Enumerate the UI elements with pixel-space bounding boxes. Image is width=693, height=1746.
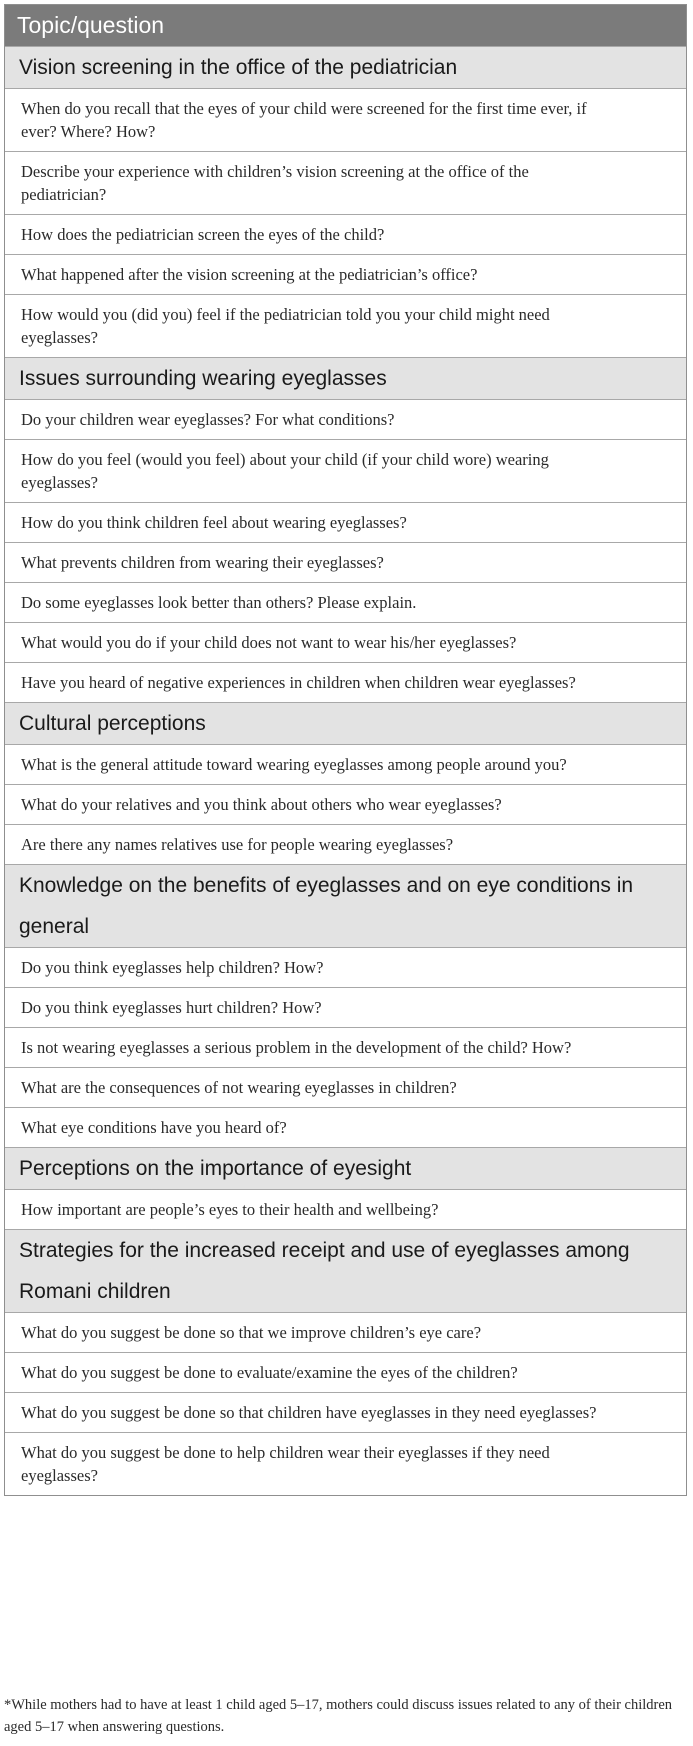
table-header: Topic/question xyxy=(5,5,686,47)
question-row: How would you (did you) feel if the pediatrician told you your child might need eyeglasses? xyxy=(5,295,686,358)
section-heading: Knowledge on the benefits of eyeglasses and on eye conditions in general xyxy=(5,865,686,948)
question-row: What do you suggest be done so that children have eyeglasses in they need eyeglasses? xyxy=(5,1393,686,1433)
question-row: What are the consequences of not wearing eyeglasses in children? xyxy=(5,1068,686,1108)
question-row: What prevents children from wearing their eyeglasses? xyxy=(5,543,686,583)
table-footnote: *While mothers had to have at least 1 child aged 5–17, mothers could discuss issues related to any of their children aged 5–17 when answering questions. xyxy=(4,1697,673,1735)
question-row: What do you suggest be done so that we improve children’s eye care? xyxy=(5,1313,686,1353)
section-heading: Cultural perceptions xyxy=(5,703,686,745)
question-row: How do you think children feel about wearing eyeglasses? xyxy=(5,503,686,543)
question-row: How do you feel (would you feel) about your child (if your child wore) wearing eyeglasses? xyxy=(5,440,686,503)
question-row: What do your relatives and you think about others who wear eyeglasses? xyxy=(5,785,686,825)
section-heading: Issues surrounding wearing eyeglasses xyxy=(5,358,686,400)
question-row: Is not wearing eyeglasses a serious problem in the development of the child? How? xyxy=(5,1028,686,1068)
section-heading: Perceptions on the importance of eyesight xyxy=(5,1148,686,1190)
question-row: Describe your experience with children’s vision screening at the office of the pediatrician? xyxy=(5,152,686,215)
question-row: When do you recall that the eyes of your child were screened for the first time ever, if ever? Where? How? xyxy=(5,89,686,152)
question-row: Do you think eyeglasses help children? How? xyxy=(5,948,686,988)
question-row: Are there any names relatives use for people wearing eyeglasses? xyxy=(5,825,686,865)
question-row: Have you heard of negative experiences in children when children wear eyeglasses? xyxy=(5,663,686,703)
section-heading: Strategies for the increased receipt and use of eyeglasses among Romani children xyxy=(5,1230,686,1313)
question-row: What do you suggest be done to evaluate/examine the eyes of the children? xyxy=(5,1353,686,1393)
question-row: Do your children wear eyeglasses? For what conditions? xyxy=(5,400,686,440)
question-row: How does the pediatrician screen the eyes of the child? xyxy=(5,215,686,255)
question-row: What is the general attitude toward wearing eyeglasses among people around you? xyxy=(5,745,686,785)
topic-question-table xyxy=(4,4,687,1496)
question-row: What eye conditions have you heard of? xyxy=(5,1108,686,1148)
question-row: What do you suggest be done to help children wear their eyeglasses if they need eyeglasses? xyxy=(5,1433,686,1495)
question-row: Do some eyeglasses look better than others? Please explain. xyxy=(5,583,686,623)
section-heading: Vision screening in the office of the pediatrician xyxy=(5,47,686,89)
question-row: What would you do if your child does not want to wear his/her eyeglasses? xyxy=(5,623,686,663)
question-row: What happened after the vision screening at the pediatrician’s office? xyxy=(5,255,686,295)
question-row: How important are people’s eyes to their health and wellbeing? xyxy=(5,1190,686,1230)
question-row: Do you think eyeglasses hurt children? How? xyxy=(5,988,686,1028)
